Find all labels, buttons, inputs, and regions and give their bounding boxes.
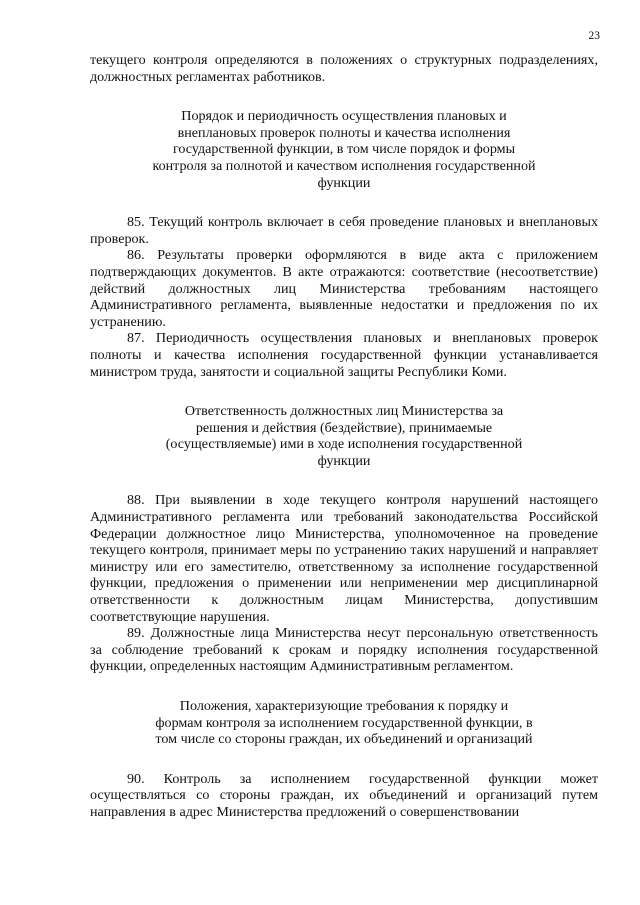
section-heading-public-control: Положения, характеризующие требования к порядку и формам контроля за исполнением государственной функции, в том числе со стороны граждан, их объединений и организаций: [155, 698, 533, 748]
paragraph-90: 90. Контроль за исполнением государственной функции может осуществляться со стороны граждан, их объединений и организаций путем направления в адрес Министерства предложений о совершенствовании: [90, 770, 598, 820]
section-heading-inspections: Порядок и периодичность осуществления плановых и внеплановых проверок полноты и качества исполнения государственной функции, в том числе порядок и формы контроля за полнотой и качеством исполнения государственной функции: [152, 108, 536, 191]
intro-paragraph: текущего контроля определяются в положениях о структурных подразделениях, должностных регламентах работников.: [90, 52, 598, 85]
paragraph-89: 89. Должностные лица Министерства несут персональную ответственность за соблюдение требований к срокам и порядку исполнения государственной функции, определенных настоящим Административным регламентом.: [90, 625, 598, 675]
paragraph-86: 86. Результаты проверки оформляются в виде акта с приложением подтверждающих документов. В акте отражаются: соответствие (несоответствие) действий должностных лиц Министерства требованиям настоящего Административного регламента, выявленные недостатки и предложения по их устранению.: [90, 247, 598, 330]
document-page: [90, 22, 598, 821]
paragraph-85: 85. Текущий контроль включает в себя проведение плановых и внеплановых проверок.: [90, 214, 598, 247]
paragraph-88: 88. При выявлении в ходе текущего контроля нарушений настоящего Административного регламента или требований законодательства Российской Федерации должностное лицо Министерства, уполномоченное на проведение текущего контроля, принимает меры по устранению таких нарушений и направляет министру или его заместителю, ответственному за исполнение государственной функции, предложения о применении или неприменении мер дисциплинарной ответственности к должностным лицам Министерства, допустившим соответствующие нарушения.: [90, 492, 598, 625]
paragraph-87: 87. Периодичность осуществления плановых и внеплановых проверок полноты и качества исполнения государственной функции устанавливается министром труда, занятости и социальной защиты Республики Коми.: [90, 330, 598, 380]
section-heading-responsibility: Ответственность должностных лиц Министерства за решения и действия (бездействие), принимаемые (осуществляемые) ими в ходе исполнения государственной функции: [165, 403, 523, 469]
page-number: 23: [588, 30, 600, 42]
